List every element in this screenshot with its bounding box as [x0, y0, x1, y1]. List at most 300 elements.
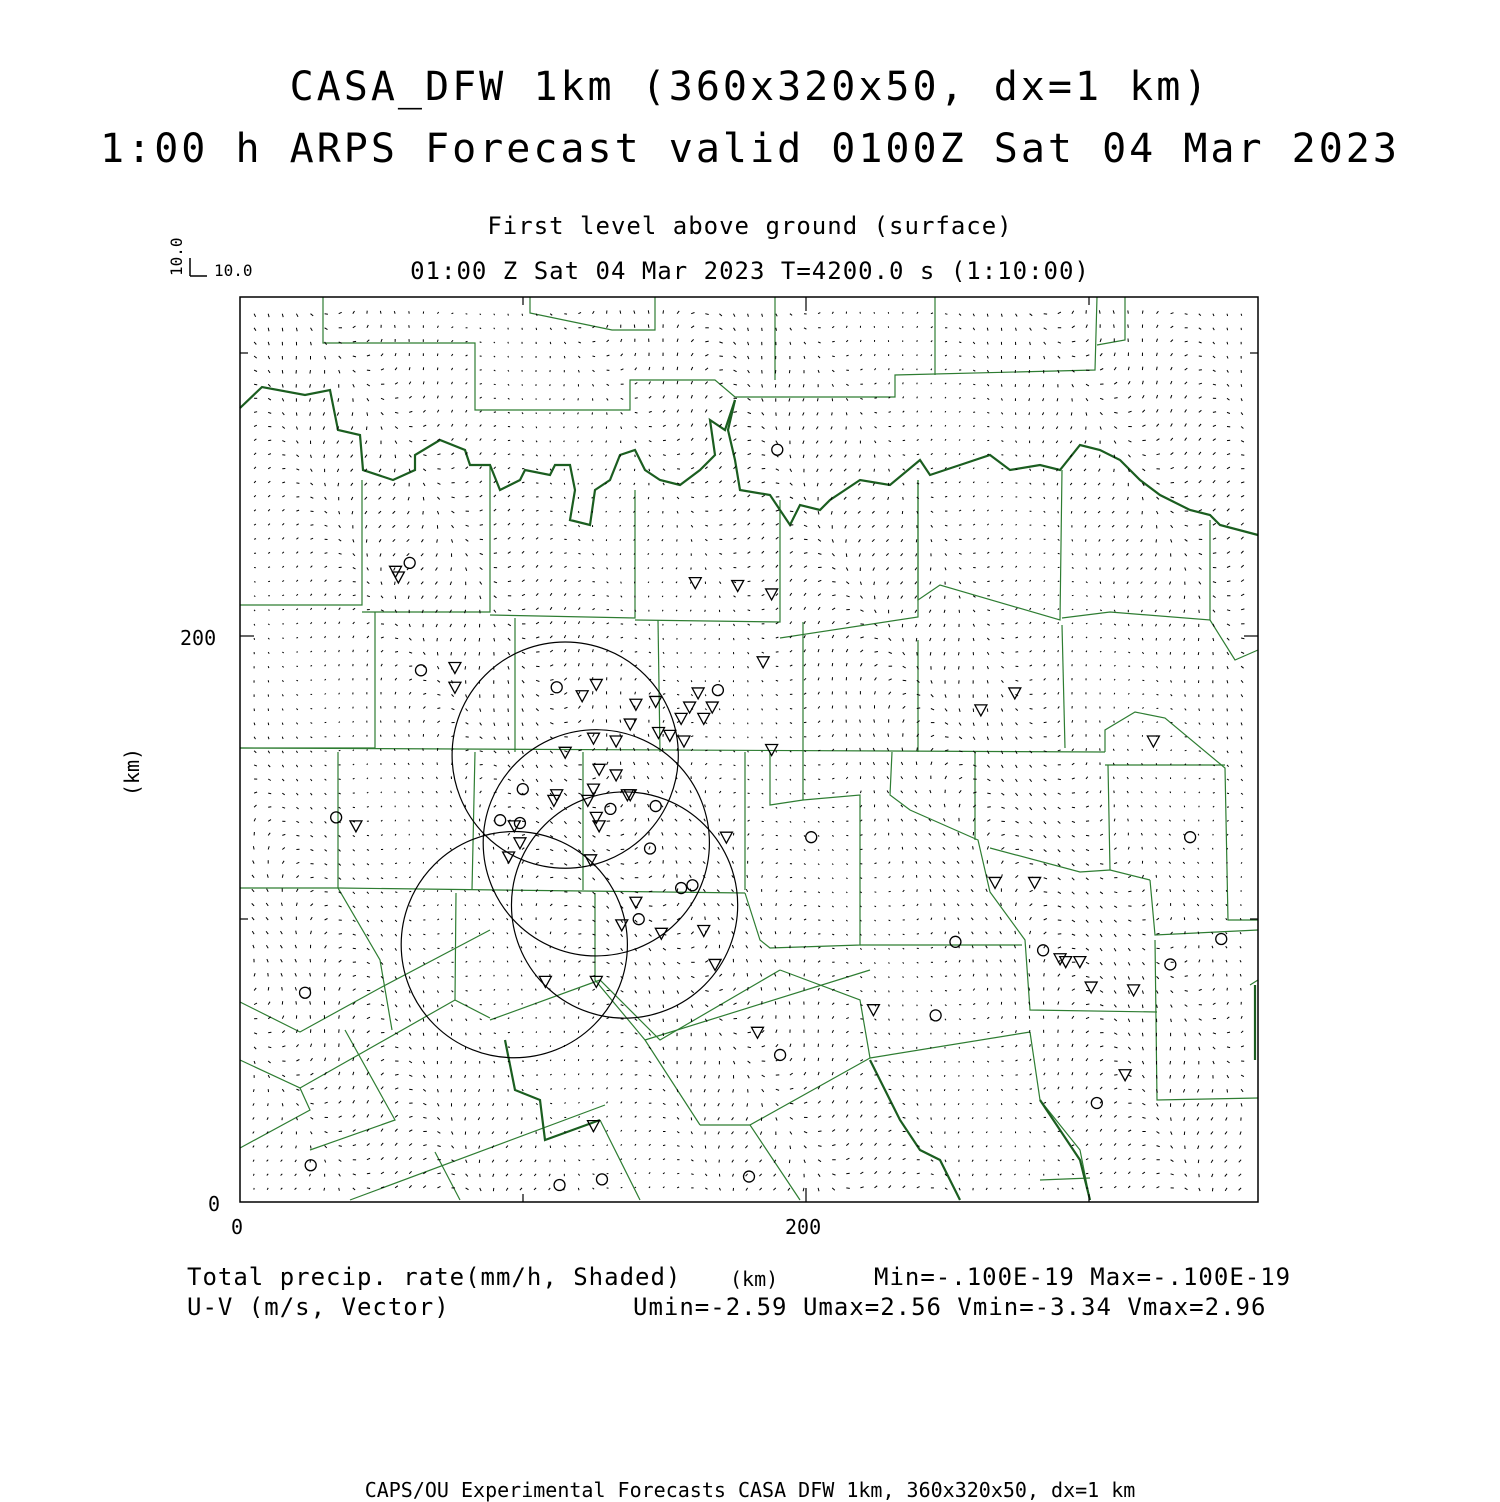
wind-vector — [1058, 721, 1060, 723]
wind-vector — [943, 876, 945, 878]
wind-vector — [903, 666, 906, 668]
wind-vector — [1030, 793, 1032, 796]
wind-vector — [917, 397, 918, 399]
wind-vector — [944, 1075, 945, 1077]
wind-vector — [480, 568, 483, 570]
wind-vector — [959, 384, 961, 385]
wind-vector — [748, 638, 750, 640]
wind-vector — [903, 962, 904, 963]
wind-vector — [409, 806, 410, 808]
wind-vector — [1241, 427, 1243, 429]
wind-vector — [464, 876, 465, 877]
wind-vector — [452, 991, 454, 993]
wind-vector — [663, 948, 666, 950]
wind-vector — [536, 723, 538, 726]
wind-vector — [296, 1044, 298, 1047]
wind-vector — [1199, 792, 1200, 793]
wind-vector — [1056, 427, 1058, 430]
wind-vector — [677, 410, 679, 413]
wind-vector — [1114, 353, 1115, 356]
wind-vector — [1156, 624, 1157, 626]
wind-vector — [1044, 722, 1047, 723]
wind-vector — [1241, 988, 1242, 991]
wind-vector — [1157, 311, 1159, 314]
wind-vector — [578, 370, 579, 372]
wind-vector — [649, 652, 651, 653]
wind-vector — [663, 1019, 664, 1022]
wind-vector — [480, 791, 482, 793]
wind-vector — [957, 847, 959, 850]
wind-vector — [254, 384, 257, 385]
wind-vector — [889, 692, 891, 695]
wind-vector — [395, 1171, 397, 1173]
wind-vector — [875, 1088, 878, 1089]
wind-vector — [860, 610, 863, 612]
wind-vector — [790, 455, 791, 458]
wind-vector — [959, 1188, 960, 1190]
wind-vector — [1072, 356, 1075, 357]
wind-vector — [296, 1103, 298, 1105]
wind-vector — [931, 762, 932, 765]
wind-vector — [704, 1089, 705, 1092]
wind-vector — [1114, 848, 1116, 850]
wind-vector — [353, 1086, 354, 1089]
wind-vector — [254, 596, 255, 597]
wind-vector — [1128, 1172, 1130, 1174]
wind-vector — [564, 1074, 565, 1075]
wind-vector — [663, 875, 664, 878]
wind-vector — [647, 790, 649, 793]
wind-vector — [550, 904, 552, 906]
wind-vector — [409, 862, 410, 863]
wind-vector — [748, 987, 749, 990]
wind-vector — [534, 1188, 536, 1190]
wind-vector — [691, 395, 692, 398]
wind-vector — [1072, 878, 1074, 881]
wind-vector — [325, 959, 326, 962]
wind-vector — [1058, 342, 1061, 343]
wind-vector — [254, 624, 255, 626]
wind-vector — [1241, 1031, 1243, 1033]
wind-vector — [944, 1117, 945, 1119]
wind-vector — [437, 354, 438, 357]
wind-vector — [719, 495, 722, 497]
wind-vector — [1100, 369, 1103, 371]
wind-vector — [1157, 722, 1158, 723]
wind-vector — [1001, 988, 1002, 991]
wind-vector — [762, 537, 764, 539]
wind-vector — [607, 596, 609, 597]
wind-vector — [747, 875, 748, 878]
wind-vector — [325, 314, 328, 315]
wind-vector — [1072, 1130, 1074, 1132]
station-triangle — [867, 1005, 879, 1016]
wind-vector — [607, 1045, 609, 1047]
wind-vector — [395, 777, 396, 779]
wind-vector — [1100, 1158, 1102, 1160]
wind-vector — [931, 709, 934, 710]
wind-vector — [254, 818, 255, 821]
wind-vector — [818, 1174, 820, 1177]
wind-vector — [253, 1160, 254, 1162]
wind-vector — [804, 1160, 805, 1163]
wind-vector — [790, 891, 792, 892]
wind-vector — [748, 1017, 751, 1019]
wind-vector — [296, 441, 298, 444]
wind-vector — [367, 1004, 370, 1005]
wind-vector — [1030, 890, 1033, 892]
wind-vector — [381, 427, 382, 430]
wind-vector — [1044, 959, 1045, 962]
wind-vector — [889, 1130, 892, 1131]
wind-vector — [776, 1044, 778, 1047]
wind-vector — [578, 1117, 580, 1118]
wind-vector — [1044, 581, 1045, 582]
wind-vector — [1044, 594, 1045, 595]
wind-vector — [381, 610, 384, 611]
wind-vector — [367, 1158, 370, 1159]
wind-vector — [409, 455, 411, 458]
wind-vector — [649, 1172, 650, 1173]
wind-vector — [506, 1160, 508, 1162]
wind-vector — [1128, 652, 1130, 653]
wind-vector — [494, 1004, 496, 1005]
wind-vector — [409, 706, 410, 709]
wind-vector — [564, 356, 565, 358]
wind-vector — [902, 525, 903, 528]
wind-vector — [1044, 636, 1045, 638]
wind-vector — [903, 876, 904, 878]
wind-vector — [311, 765, 313, 767]
wind-vector — [452, 1174, 455, 1175]
wind-vector — [689, 819, 691, 821]
wind-vector — [1128, 962, 1130, 965]
wind-vector — [663, 1005, 664, 1008]
wind-vector — [1030, 709, 1033, 710]
wind-vector — [973, 510, 975, 511]
wind-vector — [717, 861, 719, 863]
wind-vector — [282, 581, 284, 582]
wind-vector — [480, 723, 482, 726]
wind-vector — [734, 538, 737, 539]
wind-vector — [437, 1186, 440, 1188]
wind-vector — [494, 610, 496, 613]
wind-vector — [691, 680, 692, 682]
wind-vector — [804, 1132, 807, 1133]
wind-vector — [1126, 539, 1128, 541]
reference-vector-v-label: 10.0 — [167, 237, 186, 276]
wind-vector — [311, 821, 313, 823]
wind-vector — [1016, 903, 1017, 906]
wind-vector — [705, 452, 707, 455]
wind-vector — [719, 383, 722, 384]
wind-vector — [1072, 553, 1073, 555]
wind-vector — [931, 694, 933, 697]
wind-vector — [253, 1174, 254, 1176]
wind-vector — [1185, 709, 1186, 711]
wind-vector — [917, 1117, 919, 1119]
wind-vector — [1001, 1031, 1003, 1033]
wind-vector — [1071, 427, 1072, 430]
wind-vector — [409, 1157, 412, 1159]
wind-vector — [452, 947, 454, 948]
wind-vector — [858, 511, 860, 513]
wind-vector — [437, 680, 440, 682]
wind-vector — [677, 680, 679, 681]
wind-vector — [973, 792, 976, 793]
wind-vector — [875, 354, 876, 356]
wind-vector — [351, 469, 353, 472]
wind-vector — [916, 624, 917, 627]
wind-vector — [959, 582, 961, 584]
wind-vector — [605, 469, 606, 470]
wind-vector — [1169, 610, 1170, 613]
wind-vector — [1100, 834, 1103, 835]
wind-vector — [395, 455, 396, 458]
wind-vector — [578, 947, 581, 948]
wind-vector — [1157, 933, 1160, 934]
wind-vector — [832, 1003, 834, 1005]
wind-vector — [1142, 1089, 1145, 1091]
wind-vector — [296, 566, 298, 568]
wind-vector — [1171, 424, 1173, 427]
wind-vector — [1171, 1005, 1173, 1008]
wind-vector — [324, 455, 325, 458]
wind-vector — [873, 734, 874, 737]
wind-vector — [409, 877, 411, 878]
wind-vector — [310, 1001, 311, 1004]
wind-vector — [915, 833, 917, 835]
wind-vector — [466, 467, 468, 469]
wind-vector — [705, 1061, 706, 1064]
wind-vector — [634, 325, 635, 328]
wind-vector — [1030, 636, 1032, 638]
wind-vector — [480, 525, 483, 526]
wind-vector — [423, 1145, 426, 1146]
wind-vector — [846, 1045, 848, 1047]
wind-vector — [1001, 903, 1002, 906]
wind-vector — [1070, 441, 1072, 444]
wind-vector — [1198, 666, 1199, 669]
wind-vector — [339, 878, 341, 880]
wind-vector — [310, 384, 311, 387]
wind-vector — [916, 553, 917, 556]
wind-vector — [311, 890, 314, 892]
wind-vector — [479, 1146, 480, 1149]
wind-vector — [987, 1017, 989, 1018]
wind-vector — [408, 596, 409, 599]
wind-vector — [311, 1146, 312, 1149]
wind-vector — [761, 987, 762, 990]
wind-vector — [466, 539, 469, 541]
wind-vector — [1227, 523, 1230, 526]
wind-vector — [719, 1033, 721, 1036]
wind-vector — [634, 568, 635, 569]
wind-vector — [1227, 566, 1230, 567]
wind-vector — [776, 723, 777, 725]
wind-vector — [494, 751, 496, 753]
wind-vector — [423, 976, 424, 978]
wind-vector — [902, 847, 903, 850]
wind-vector — [1184, 1117, 1185, 1120]
wind-vector — [1044, 511, 1046, 512]
wind-vector — [395, 398, 398, 399]
wind-vector — [690, 610, 691, 612]
wind-vector — [635, 353, 636, 356]
wind-vector — [945, 453, 946, 455]
wind-vector — [649, 1144, 651, 1145]
wind-vector — [353, 650, 354, 652]
wind-vector — [704, 903, 705, 906]
wind-vector — [254, 973, 255, 976]
wind-vector — [1058, 1146, 1060, 1147]
wind-vector — [295, 1188, 297, 1190]
wind-vector — [1114, 1186, 1116, 1188]
wind-vector — [480, 1188, 481, 1191]
wind-vector — [452, 933, 453, 934]
wind-vector — [691, 525, 693, 527]
wind-vector — [677, 666, 678, 668]
wind-vector — [338, 483, 339, 486]
wind-vector — [578, 469, 579, 470]
wind-vector — [929, 861, 931, 863]
wind-vector — [804, 650, 806, 653]
wind-vector — [393, 511, 396, 513]
wind-vector — [536, 1046, 537, 1047]
wind-vector — [1225, 1132, 1227, 1135]
wind-vector — [1198, 1075, 1199, 1078]
wind-vector — [367, 325, 368, 328]
wind-vector — [663, 1103, 665, 1104]
wind-vector — [353, 356, 356, 357]
wind-vector — [423, 934, 425, 935]
wind-vector — [930, 652, 931, 655]
wind-vector — [479, 833, 480, 835]
wind-vector — [620, 469, 621, 471]
wind-vector — [480, 467, 482, 469]
wind-vector — [522, 551, 524, 553]
wind-vector — [875, 833, 876, 835]
wind-vector — [536, 1117, 537, 1119]
wind-vector — [915, 610, 917, 613]
wind-vector — [282, 509, 284, 511]
wind-vector — [776, 793, 777, 794]
wind-vector — [649, 948, 651, 951]
wind-vector — [832, 892, 833, 893]
wind-vector — [945, 1019, 946, 1021]
wind-vector — [325, 679, 326, 680]
wind-vector — [607, 1004, 610, 1005]
wind-vector — [917, 1103, 918, 1105]
wind-vector — [1001, 538, 1002, 539]
wind-vector — [1001, 861, 1003, 864]
wind-vector — [253, 945, 254, 948]
wind-vector — [1058, 807, 1061, 809]
wind-vector — [635, 934, 637, 937]
wind-vector — [1155, 596, 1157, 598]
wind-vector — [860, 427, 861, 430]
wind-vector — [987, 328, 988, 331]
wind-vector — [719, 568, 721, 570]
wind-vector — [536, 1060, 538, 1061]
wind-vector — [1184, 666, 1185, 669]
wind-vector — [1185, 553, 1187, 556]
wind-vector — [593, 892, 595, 894]
wind-vector — [902, 833, 903, 836]
wind-vector — [691, 1160, 693, 1161]
wind-vector — [691, 917, 692, 920]
wind-vector — [916, 762, 917, 765]
wind-vector — [1056, 441, 1058, 443]
wind-vector — [619, 511, 620, 512]
wind-vector — [1072, 1016, 1074, 1019]
wind-vector — [663, 1089, 665, 1091]
wind-vector — [621, 1116, 622, 1118]
wind-vector — [945, 737, 949, 738]
wind-vector — [621, 664, 622, 666]
wind-vector — [578, 835, 580, 837]
wind-vector — [339, 581, 342, 582]
wind-vector — [1044, 932, 1047, 934]
wind-vector — [734, 610, 736, 612]
wind-vector — [282, 384, 283, 387]
wind-vector — [607, 1087, 608, 1089]
wind-vector — [564, 621, 565, 624]
wind-vector — [889, 1089, 892, 1090]
wind-vector — [423, 748, 424, 750]
wind-vector — [973, 1033, 975, 1034]
wind-vector — [1211, 1160, 1213, 1163]
wind-vector — [662, 832, 663, 835]
wind-vector — [464, 819, 465, 821]
wind-vector — [325, 835, 327, 837]
x-axis-label: (km) — [730, 1267, 778, 1291]
wind-vector — [748, 737, 749, 738]
wind-vector — [818, 1002, 819, 1005]
wind-vector — [846, 948, 848, 949]
wind-vector — [452, 497, 455, 498]
wind-vector — [380, 311, 381, 314]
wind-vector — [719, 481, 721, 483]
wind-vector — [452, 410, 453, 413]
wind-vector — [945, 776, 947, 779]
wind-vector — [846, 792, 848, 794]
wind-vector — [903, 652, 905, 655]
wind-vector — [437, 410, 438, 413]
wind-vector — [1199, 1019, 1202, 1021]
wind-vector — [282, 412, 284, 415]
wind-vector — [1016, 875, 1019, 877]
wind-vector — [1212, 862, 1213, 864]
wind-vector — [268, 751, 269, 753]
wind-vector — [1212, 890, 1213, 892]
wind-vector — [987, 680, 988, 683]
wind-vector — [917, 904, 918, 906]
wind-vector — [872, 553, 874, 556]
wind-vector — [832, 906, 833, 907]
wind-vector — [945, 314, 947, 315]
wind-vector — [254, 467, 256, 469]
wind-vector — [564, 553, 566, 554]
wind-vector — [705, 410, 707, 413]
wind-vector — [689, 861, 691, 864]
wind-vector — [1157, 1187, 1160, 1188]
wind-vector — [268, 1103, 269, 1106]
wind-vector — [564, 580, 566, 582]
wind-vector — [1058, 750, 1061, 751]
wind-vector — [564, 398, 565, 400]
wind-vector — [407, 511, 409, 514]
